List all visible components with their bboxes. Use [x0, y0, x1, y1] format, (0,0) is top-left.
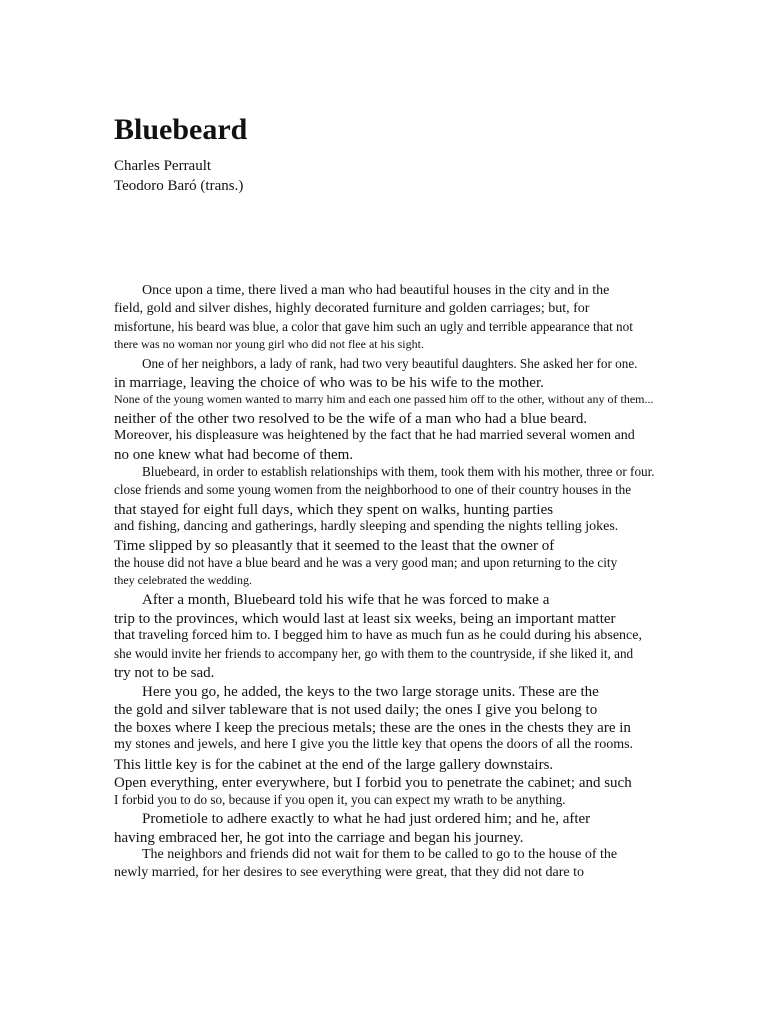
text-line: the boxes where I keep the precious metals; these are the ones in the chests they are in — [114, 720, 631, 736]
text-line: my stones and jewels, and here I give you the little key that opens the doors of all the rooms. — [114, 737, 634, 752]
text-line: One of her neighbors, a lady of rank, had two very beautiful daughters. She asked her for one. — [142, 356, 638, 371]
text-line: This little key is for the cabinet at the end of the large gallery downstairs. — [114, 757, 554, 773]
text-line: neither of the other two resolved to be the wife of a man who had a blue beard. — [114, 411, 588, 427]
text-line: Time slipped by so pleasantly that it seemed to the least that the owner of — [114, 538, 555, 554]
translator-name: Teodoro Baró (trans.) — [114, 178, 244, 194]
document-title: Bluebeard — [114, 113, 248, 146]
text-line: Once upon a time, there lived a man who had beautiful houses in the city and in the — [142, 283, 610, 298]
text-line: field, gold and silver dishes, highly decorated furniture and golden carriages; but, for — [114, 301, 590, 316]
text-line: Bluebeard, in order to establish relationships with them, took them with his mother, three or four. — [142, 464, 655, 479]
text-line: that traveling forced him to. I begged him to have as much fun as he could during his absence, — [114, 628, 642, 643]
text-line: newly married, for her desires to see everything were great, that they did not dare to — [114, 865, 584, 880]
text-line: the house did not have a blue beard and he was a very good man; and upon returning to the city — [114, 555, 618, 570]
text-line: Here you go, he added, the keys to the two large storage units. These are the — [142, 684, 599, 700]
text-line: Prometiole to adhere exactly to what he had just ordered him; and he, after — [142, 811, 591, 827]
text-line: and fishing, dancing and gatherings, hardly sleeping and spending the nights telling jokes. — [114, 519, 619, 534]
text-line: no one knew what had become of them. — [114, 447, 354, 463]
text-line: there was no woman nor young girl who did not flee at his sight. — [114, 337, 424, 351]
text-line: trip to the provinces, which would last at least six weeks, being an important matter — [114, 611, 616, 627]
text-line: that stayed for eight full days, which they spent on walks, hunting parties — [114, 502, 554, 518]
text-line: Moreover, his displeasure was heightened by the fact that he had married several women and — [114, 428, 635, 443]
author-name: Charles Perrault — [114, 158, 212, 174]
text-line: having embraced her, he got into the carriage and began his journey. — [114, 830, 524, 846]
text-line: try not to be sad. — [114, 665, 215, 681]
text-line: Open everything, enter everywhere, but I forbid you to penetrate the cabinet; and such — [114, 775, 632, 791]
text-line: I forbid you to do so, because if you open it, you can expect my wrath to be anything. — [114, 792, 566, 807]
text-line: the gold and silver tableware that is not used daily; the ones I give you belong to — [114, 702, 598, 718]
text-line: close friends and some young women from the neighborhood to one of their country houses in the — [114, 482, 632, 497]
text-line: The neighbors and friends did not wait for them to be called to go to the house of the — [142, 847, 618, 862]
text-line: she would invite her friends to accompany her, go with them to the countryside, if she liked it, and — [114, 646, 634, 661]
text-line: After a month, Bluebeard told his wife that he was forced to make a — [142, 592, 550, 608]
text-line: None of the young women wanted to marry him and each one passed him off to the other, without any of them... — [114, 392, 654, 406]
text-line: they celebrated the wedding. — [114, 573, 252, 587]
text-line: in marriage, leaving the choice of who was to be his wife to the mother. — [114, 375, 544, 391]
text-line: misfortune, his beard was blue, a color that gave him such an ugly and terrible appearance that not — [114, 319, 633, 334]
